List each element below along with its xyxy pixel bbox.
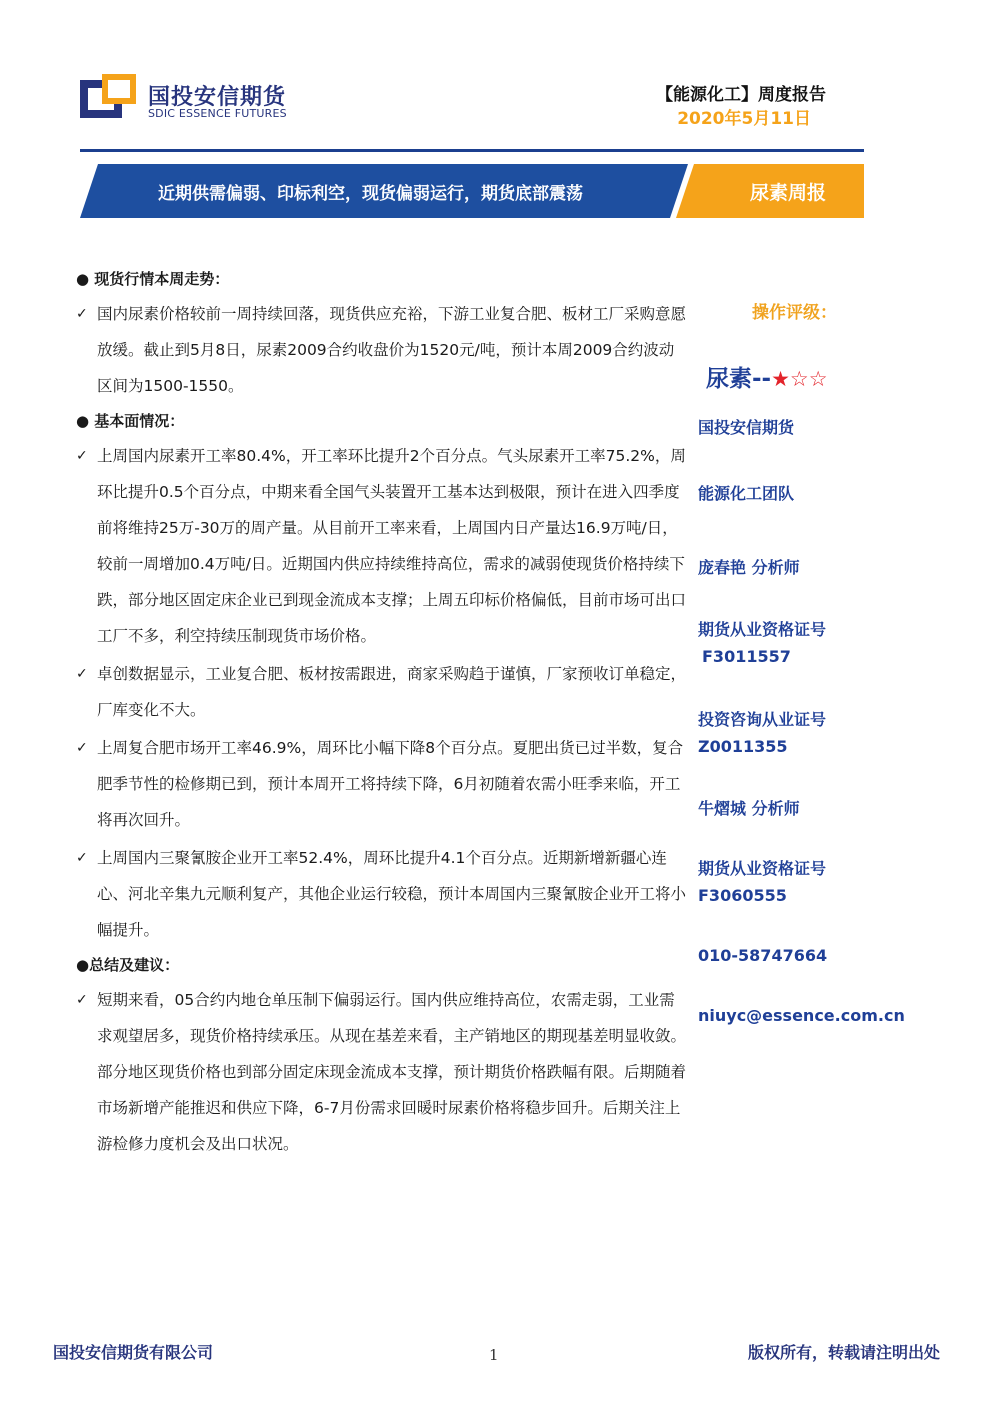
- bullet-text: 短期来看，05合约内地仓单压制下偏弱运行。国内供应维持高位，农需走弱，工业需求观望居多，现货价格持续承压。从现在基差来看，主产销地区的期现基差明显收敛。部分地区现货价格也到部分固定床现金流成本支撑，预计期货价格跌幅有限。后期随着市场新增产能推迟和供应下降，6-7月份需求回暖时尿素价格将稳步回升。后期关注上游检修力度机会及出口状况。: [97, 991, 687, 1153]
- bullet-item: [76, 438, 688, 654]
- bullet-item: [76, 296, 688, 404]
- sidebar-cert-no-1: F3011557: [702, 647, 791, 666]
- checkmark-icon: ✓: [76, 850, 88, 866]
- checkmark-icon: ✓: [76, 448, 88, 464]
- logo-text-en: SDIC ESSENCE FUTURES: [148, 107, 287, 120]
- sidebar-team: 能源化工团队: [698, 484, 795, 503]
- checkmark-icon: ✓: [76, 666, 88, 682]
- page-number: 1: [489, 1346, 499, 1364]
- checkmark-icon: ✓: [76, 306, 88, 322]
- rating: [706, 360, 828, 393]
- sidebar-phone: 010-58747664: [698, 946, 828, 965]
- logo-mark-icon: [80, 74, 138, 120]
- section-spot-market: [76, 264, 688, 404]
- bullet-item: [76, 840, 688, 948]
- bullet-item: [76, 656, 688, 728]
- company-logo: [80, 74, 310, 124]
- star-rating-icon: ★☆☆: [771, 367, 828, 391]
- footer-company: 国投安信期货有限公司: [53, 1343, 214, 1362]
- sidebar-email[interactable]: niuyc@essence.com.cn: [698, 1006, 905, 1025]
- section-fundamentals: [76, 406, 688, 948]
- footer-copyright: 版权所有，转载请注明出处: [747, 1343, 940, 1362]
- checkmark-icon: ✓: [76, 992, 88, 1008]
- rating-product: 尿素--: [706, 366, 772, 392]
- section-heading: ●总结及建议：: [76, 956, 180, 974]
- section-heading: ● 基本面情况：: [76, 412, 185, 430]
- bullet-item: [76, 982, 688, 1162]
- banner-tag: 尿素周报: [750, 182, 827, 204]
- bullet-text: 国内尿素价格较前一周持续回落，现货供应充裕，下游工业复合肥、板材工厂采购意愿放缓。截止到5月8日，尿素2009合约收盘价为1520元/吨，预计本周2009合约波动区间为1500-1550。: [97, 305, 687, 395]
- sidebar-cert-label-3: 期货从业资格证号: [698, 859, 827, 878]
- section-heading: ● 现货行情本周走势：: [76, 270, 230, 288]
- sidebar-analyst-1: 庞春艳 分析师: [698, 558, 800, 577]
- sidebar-cert-label-2: 投资咨询从业证号: [698, 710, 827, 729]
- bullet-text: 上周国内尿素开工率80.4%，开工率环比提升2个百分点。气头尿素开工率75.2%，周环比提升0.5个百分点，中期来看全国气头装置开工基本达到极限，预计在进入四季度前将维持25万-30万的周产量。从目前开工率来看，上周国内日产量达16.9万吨/日，较前一周增加0.4万吨/日。近期国内供应持续维持高位，需求的减弱使现货价格持续下跌，部分地区固定床企业已到现金流成本支撑；上周五印标价格偏低，目前市场可出口工厂不多，利空持续压制现货市场价格。: [97, 447, 687, 645]
- bullet-text: 卓创数据显示，工业复合肥、板材按需跟进，商家采购趋于谨慎，厂家预收订单稳定，厂库变化不大。: [97, 665, 687, 719]
- banner-title: 近期供需偏弱、印标利空，现货偏弱运行，期货底部震荡: [158, 184, 583, 204]
- sidebar-cert-no-3: F3060555: [698, 886, 787, 905]
- report-type: 【能源化工】周度报告: [656, 85, 826, 105]
- bullet-text: 上周复合肥市场开工率46.9%，周环比小幅下降8个百分点。夏肥出货已过半数，复合肥季节性的检修期已到，预计本周开工将持续下降，6月初随着农需小旺季来临，开工将再次回升。: [97, 739, 684, 829]
- sidebar-cert-no-2: Z0011355: [698, 737, 788, 756]
- rating-label: 操作评级：: [752, 303, 837, 323]
- checkmark-icon: ✓: [76, 740, 88, 756]
- section-summary: [76, 950, 688, 1162]
- sidebar-cert-label-1: 期货从业资格证号: [698, 620, 827, 639]
- sidebar-company: 国投安信期货: [698, 418, 795, 437]
- sidebar: [698, 0, 958, 1403]
- sidebar-analyst-2: 牛熠城 分析师: [698, 799, 800, 818]
- bullet-item: [76, 730, 688, 838]
- bullet-text: 上周国内三聚氰胺企业开工率52.4%，周环比提升4.1个百分点。近期新增新疆心连心、河北辛集九元顺利复产，其他企业运行较稳，预计本周国内三聚氰胺企业开工将小幅提升。: [97, 849, 687, 939]
- report-date: 2020年5月11日: [677, 109, 811, 129]
- main-content: [76, 264, 688, 1164]
- logo-text-cn: 国投安信期货: [148, 85, 287, 110]
